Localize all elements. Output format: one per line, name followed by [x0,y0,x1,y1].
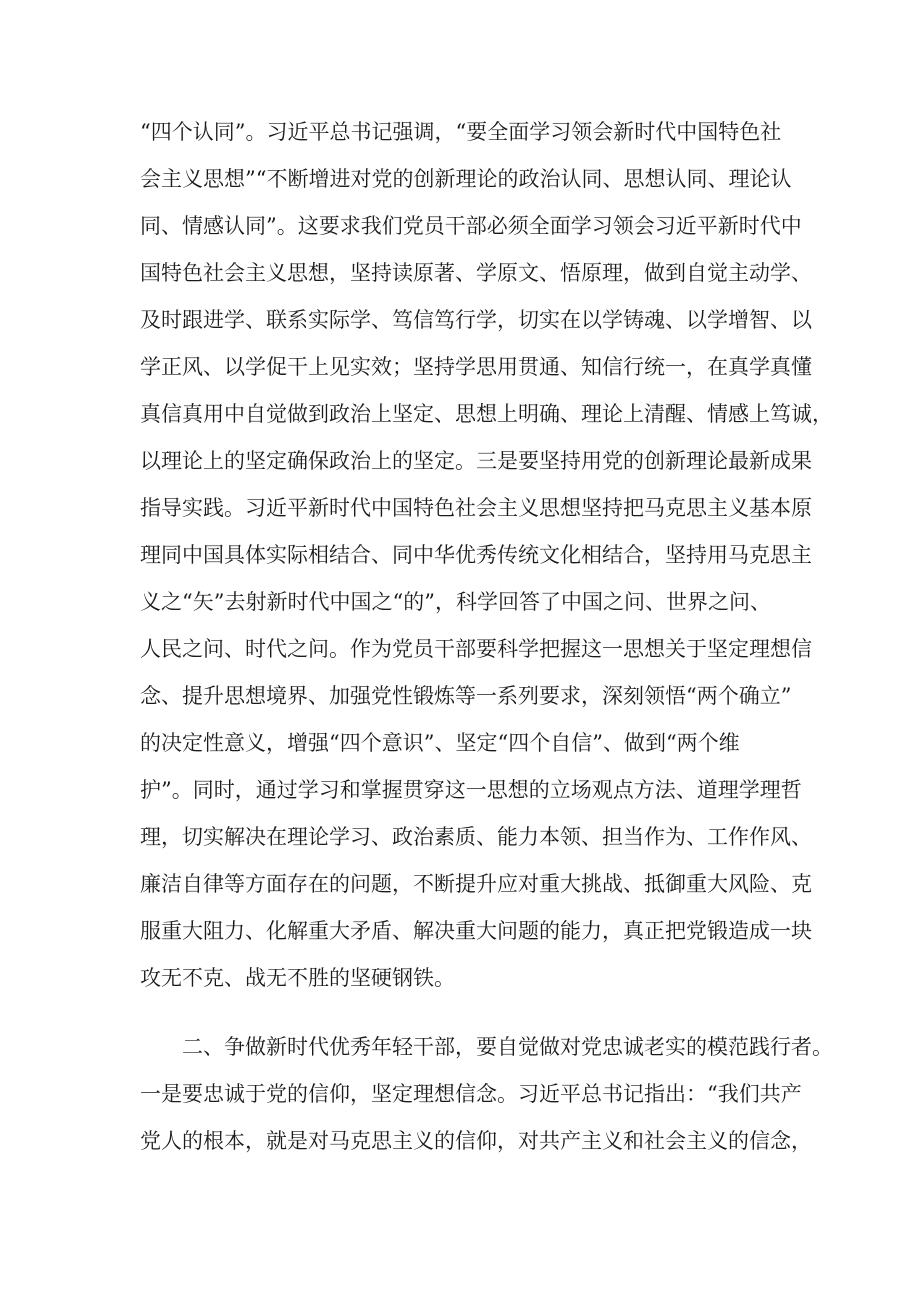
text-line: 的决定性意义，增强“四个意识”、坚定“四个自信”、做到“两个维 [140,731,740,755]
text-line: 人民之问、时代之问。作为党员干部要科学把握这一思想关于坚定理想信 [140,637,812,661]
text-line: 真信真用中自觉做到政治上坚定、思想上明确、理论上清醒、情感上笃诚， [140,402,833,426]
text-line: 护”。同时，通过学习和掌握贯穿这一思想的立场观点方法、道理学理哲 [140,778,802,802]
text-line: 国特色社会主义思想，坚持读原著、学原文、悟原理，做到自觉主动学、 [140,261,812,285]
text-line: 廉洁自律等方面存在的问题，不断提升应对重大挑战、抵御重大风险、克 [140,872,812,896]
text-line: 服重大阻力、化解重大矛盾、解决重大问题的能力，真正把党锻造成一块 [140,919,812,943]
text-line: 理，切实解决在理论学习、政治素质、能力本领、担当作为、工作作风、 [140,825,812,849]
text-line: 及时跟进学、联系实际学、笃信笃行学，切实在以学铸魂、以学增智、以 [140,308,812,332]
text-line: “四个认同”。习近平总书记强调，“要全面学习领会新时代中国特色社 [140,120,782,144]
text-line: 以理论上的坚定确保政治上的坚定。三是要坚持用党的创新理论最新成果 [140,449,812,473]
text-line: 攻无不克、战无不胜的坚硬钢铁。 [140,966,455,990]
text-line: 理同中国具体实际相结合、同中华优秀传统文化相结合，坚持用马克思主 [140,543,812,567]
paragraph-2 [140,1024,833,1165]
text-line: 念、提升思想境界、加强党性锻炼等一系列要求，深刻领悟“两个确立” [140,684,792,708]
text-line: 同、情感认同”。这要求我们党员干部必须全面学习领会习近平新时代中 [140,214,802,238]
text-line: 会主义思想”“不断增进对党的创新理论的政治认同、思想认同、理论认 [140,167,792,191]
text-line: 义之“矢”去射新时代中国之“的”，科学回答了中国之问、世界之问、 [140,590,771,614]
section-heading-line: 二、争做新时代优秀年轻干部，要自觉做对党忠诚老实的模范践行者。 [182,1035,833,1059]
text-line: 一是要忠诚于党的信仰，坚定理想信念。习近平总书记指出：“我们共产 [140,1082,802,1106]
text-line: 党人的根本，就是对马克思主义的信仰，对共产主义和社会主义的信念， [140,1129,812,1153]
text-line: 学正风、以学促干上见实效；坚持学思用贯通、知信行统一，在真学真懂 [140,355,812,379]
paragraph-1 [140,109,833,1002]
text-line: 指导实践。习近平新时代中国特色社会主义思想坚持把马克思主义基本原 [140,496,812,520]
